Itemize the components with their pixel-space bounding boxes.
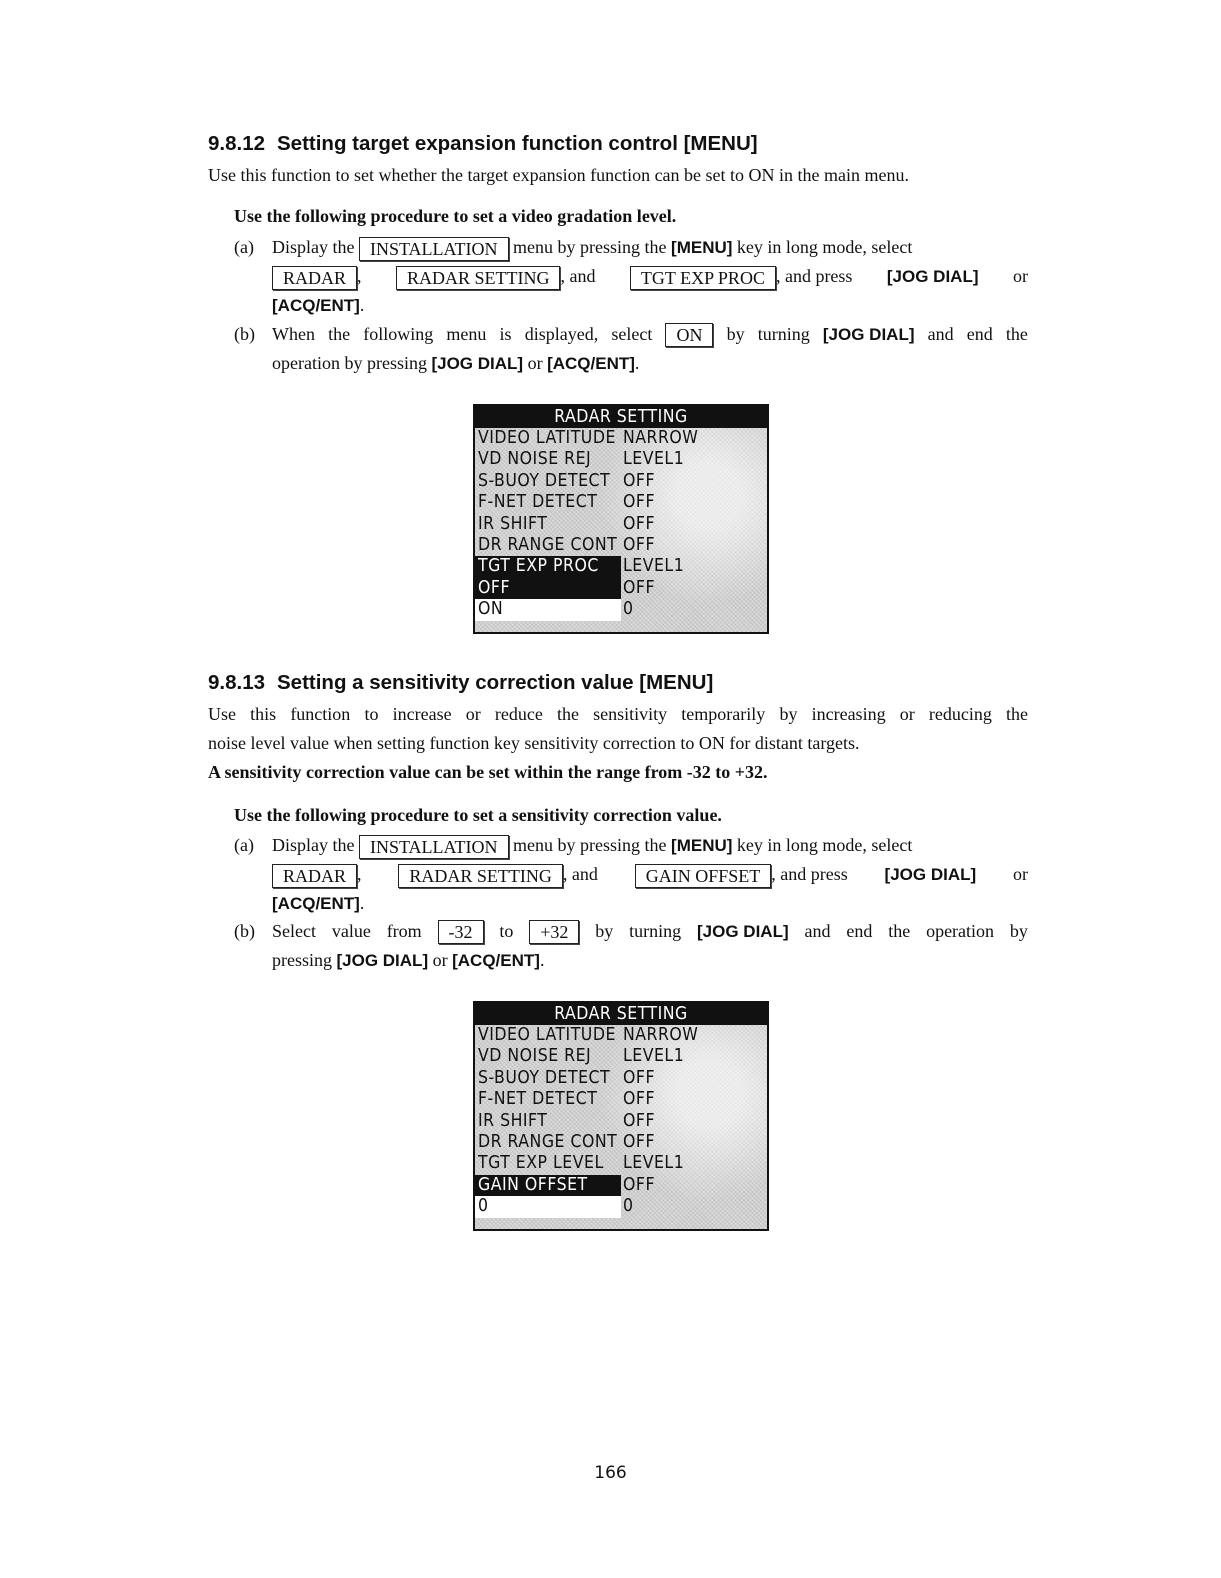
menu-row bbox=[475, 1068, 767, 1089]
text: menu by pressing the bbox=[513, 835, 667, 855]
key-jog-dial: [JOG DIAL] bbox=[822, 325, 915, 344]
text: Display the bbox=[272, 237, 355, 257]
text: operation by pressing bbox=[272, 353, 427, 373]
menu-item-label: IR SHIFT bbox=[478, 513, 548, 534]
menu-row bbox=[475, 1046, 767, 1067]
menu-item-label: VD NOISE REJ bbox=[478, 449, 592, 470]
section-heading-9-8-12 bbox=[208, 132, 758, 156]
key-menu: [MENU] bbox=[671, 836, 733, 855]
menu-input-value: 0 bbox=[475, 1196, 621, 1217]
radar-setting-menu-screenshot bbox=[473, 404, 769, 634]
section-number: 9.8.12 bbox=[208, 132, 265, 155]
key-acq-ent: [ACQ/ENT] bbox=[547, 354, 635, 373]
section-description-line-1: Use this function to increase or reduce the sensitivity temporarily by increasing or reducing the bbox=[208, 704, 1028, 724]
menu-item-value: LEVEL1 bbox=[623, 449, 685, 470]
text: , bbox=[357, 266, 362, 286]
menu-option-label: OFF bbox=[475, 578, 621, 599]
menu-item-value: OFF bbox=[623, 513, 656, 534]
menu-item-value: LEVEL1 bbox=[623, 1153, 685, 1174]
text: operation bbox=[926, 921, 995, 941]
key-acq-ent: [ACQ/ENT] bbox=[452, 951, 540, 970]
text: by bbox=[1009, 921, 1028, 941]
text: menu bbox=[446, 324, 487, 344]
text: , and bbox=[562, 864, 598, 884]
text: Display the bbox=[272, 835, 355, 855]
menu-box-gain-offset: GAIN OFFSET bbox=[635, 864, 772, 888]
menu-row-selected bbox=[475, 1175, 767, 1196]
text: . bbox=[634, 353, 640, 373]
text: Select bbox=[272, 921, 316, 941]
menu-row bbox=[475, 428, 767, 449]
menu-box-radar-setting: RADAR SETTING bbox=[398, 864, 563, 888]
menu-box-radar: RADAR bbox=[272, 266, 357, 290]
text: . bbox=[359, 893, 365, 913]
procedure-intro: Use the following procedure to set a sensitivity correction value. bbox=[234, 805, 722, 825]
text: value bbox=[331, 921, 371, 941]
menu-title: RADAR SETTING bbox=[475, 1003, 767, 1025]
menu-box-on: ON bbox=[665, 323, 713, 347]
menu-row-option bbox=[475, 599, 767, 620]
menu-item-label: IR SHIFT bbox=[478, 1110, 548, 1131]
menu-item-label: VIDEO LATITUDE bbox=[478, 428, 616, 448]
text: following bbox=[363, 324, 434, 344]
key-jog-dial: [JOG DIAL] bbox=[886, 267, 979, 286]
key-menu: [MENU] bbox=[671, 238, 733, 257]
text: from bbox=[386, 921, 422, 941]
section-heading-9-8-13 bbox=[208, 671, 713, 695]
menu-item-value: OFF bbox=[623, 534, 656, 555]
text: is bbox=[499, 324, 512, 344]
key-jog-dial: [JOG DIAL] bbox=[336, 951, 429, 970]
menu-item-label: F-NET DETECT bbox=[478, 492, 598, 513]
key-jog-dial: [JOG DIAL] bbox=[431, 354, 524, 373]
text: turning bbox=[629, 921, 682, 941]
section-title: Setting a sensitivity correction value [MENU] bbox=[277, 671, 714, 694]
menu-row bbox=[475, 1132, 767, 1153]
step-line bbox=[272, 349, 639, 378]
text: , bbox=[357, 864, 362, 884]
step-line bbox=[272, 262, 1028, 291]
menu-box-installation: INSTALLATION bbox=[359, 835, 509, 859]
text: to bbox=[499, 921, 514, 941]
menu-item-value: NARROW bbox=[623, 428, 699, 448]
text: pressing bbox=[272, 950, 332, 970]
text: end bbox=[846, 921, 873, 941]
menu-item-label: GAIN OFFSET bbox=[475, 1175, 621, 1196]
text: key in long mode, select bbox=[736, 835, 913, 855]
step-label: (b) bbox=[234, 324, 255, 344]
step-line bbox=[272, 889, 364, 918]
step-line bbox=[272, 831, 912, 860]
menu-box-tgt-exp-proc: TGT EXP PROC bbox=[630, 266, 776, 290]
menu-box-installation: INSTALLATION bbox=[359, 237, 509, 261]
text: menu by pressing the bbox=[513, 237, 667, 257]
step-line bbox=[272, 291, 364, 320]
text: key in long mode, select bbox=[736, 237, 913, 257]
text: and bbox=[804, 921, 831, 941]
step-label: (a) bbox=[234, 237, 254, 257]
section-number: 9.8.13 bbox=[208, 671, 265, 694]
menu-row-input bbox=[475, 1196, 767, 1217]
menu-item-label: VD NOISE REJ bbox=[478, 1046, 592, 1067]
menu-row bbox=[475, 492, 767, 513]
menu-option-label: ON bbox=[475, 599, 621, 620]
menu-item-value: OFF bbox=[623, 577, 656, 598]
text: , and press bbox=[775, 266, 853, 286]
menu-item-label: S-BUOY DETECT bbox=[478, 470, 611, 491]
menu-title: RADAR SETTING bbox=[475, 406, 767, 428]
menu-row bbox=[475, 1153, 767, 1174]
step-line bbox=[272, 320, 1028, 349]
text: or bbox=[1012, 266, 1028, 286]
menu-item-label: F-NET DETECT bbox=[478, 1089, 598, 1110]
menu-item-label: DR RANGE CONT bbox=[478, 534, 618, 555]
step-line bbox=[272, 860, 1028, 889]
text: by bbox=[726, 324, 745, 344]
value-box-min: -32 bbox=[438, 920, 484, 944]
section-description: Use this function to set whether the target expansion function can be set to ON in the main menu. bbox=[208, 165, 909, 185]
text: turning bbox=[757, 324, 810, 344]
text: or bbox=[432, 950, 448, 970]
menu-item-label: VIDEO LATITUDE bbox=[478, 1025, 616, 1045]
menu-row bbox=[475, 1089, 767, 1110]
menu-row-selected bbox=[475, 556, 767, 577]
menu-item-value: LEVEL1 bbox=[623, 556, 685, 577]
radar-setting-menu-screenshot bbox=[473, 1001, 769, 1231]
menu-row bbox=[475, 514, 767, 535]
menu-item-value: OFF bbox=[623, 1067, 656, 1088]
step-label: (a) bbox=[234, 835, 254, 855]
text: the bbox=[328, 324, 351, 344]
step-line bbox=[272, 946, 544, 975]
text: displayed, bbox=[524, 324, 599, 344]
menu-item-value: 0 bbox=[623, 599, 634, 620]
step-line bbox=[272, 233, 912, 262]
menu-row bbox=[475, 1111, 767, 1132]
menu-item-label: TGT EXP PROC bbox=[475, 556, 621, 577]
menu-item-value: OFF bbox=[623, 470, 656, 491]
text: . bbox=[539, 950, 545, 970]
text: the bbox=[888, 921, 911, 941]
key-jog-dial: [JOG DIAL] bbox=[697, 922, 789, 941]
menu-box-radar: RADAR bbox=[272, 864, 357, 888]
menu-row bbox=[475, 449, 767, 470]
key-acq-ent: [ACQ/ENT] bbox=[272, 894, 360, 913]
step-line bbox=[272, 917, 1028, 946]
section-description-line-2: noise level value when setting function key sensitivity correction to ON for distant targets. bbox=[208, 733, 860, 753]
menu-item-value: OFF bbox=[623, 1110, 656, 1131]
menu-item-value: OFF bbox=[623, 1174, 656, 1195]
menu-item-value: OFF bbox=[623, 1131, 656, 1152]
text: , and bbox=[560, 266, 596, 286]
text: select bbox=[611, 324, 653, 344]
value-box-max: +32 bbox=[529, 920, 579, 944]
menu-item-value: LEVEL1 bbox=[623, 1046, 685, 1067]
text: . bbox=[359, 295, 365, 315]
text: and bbox=[927, 324, 954, 344]
text: , and press bbox=[771, 864, 848, 884]
text: end bbox=[966, 324, 993, 344]
key-acq-ent: [ACQ/ENT] bbox=[272, 296, 360, 315]
section-title: Setting target expansion function control [MENU] bbox=[277, 132, 758, 155]
text: or bbox=[527, 353, 543, 373]
menu-item-label: TGT EXP LEVEL bbox=[478, 1153, 604, 1174]
menu-row bbox=[475, 535, 767, 556]
menu-box-radar-setting: RADAR SETTING bbox=[396, 266, 561, 290]
page-number: 166 bbox=[594, 1463, 627, 1483]
key-jog-dial: [JOG DIAL] bbox=[884, 865, 977, 884]
section-range-note: A sensitivity correction value can be set within the range from -32 to +32. bbox=[208, 762, 768, 782]
menu-row bbox=[475, 1025, 767, 1046]
menu-row bbox=[475, 471, 767, 492]
procedure-intro: Use the following procedure to set a video gradation level. bbox=[234, 206, 677, 226]
menu-row-option bbox=[475, 578, 767, 599]
step-label: (b) bbox=[234, 921, 255, 941]
text: or bbox=[1013, 864, 1028, 884]
menu-item-label: S-BUOY DETECT bbox=[478, 1067, 611, 1088]
text: When bbox=[272, 324, 315, 344]
menu-item-value: OFF bbox=[623, 492, 656, 513]
menu-item-value: NARROW bbox=[623, 1025, 699, 1045]
text: by bbox=[595, 921, 614, 941]
menu-item-value: 0 bbox=[623, 1196, 634, 1217]
text: the bbox=[1005, 324, 1028, 344]
menu-item-value: OFF bbox=[623, 1089, 656, 1110]
menu-item-label: DR RANGE CONT bbox=[478, 1131, 618, 1152]
